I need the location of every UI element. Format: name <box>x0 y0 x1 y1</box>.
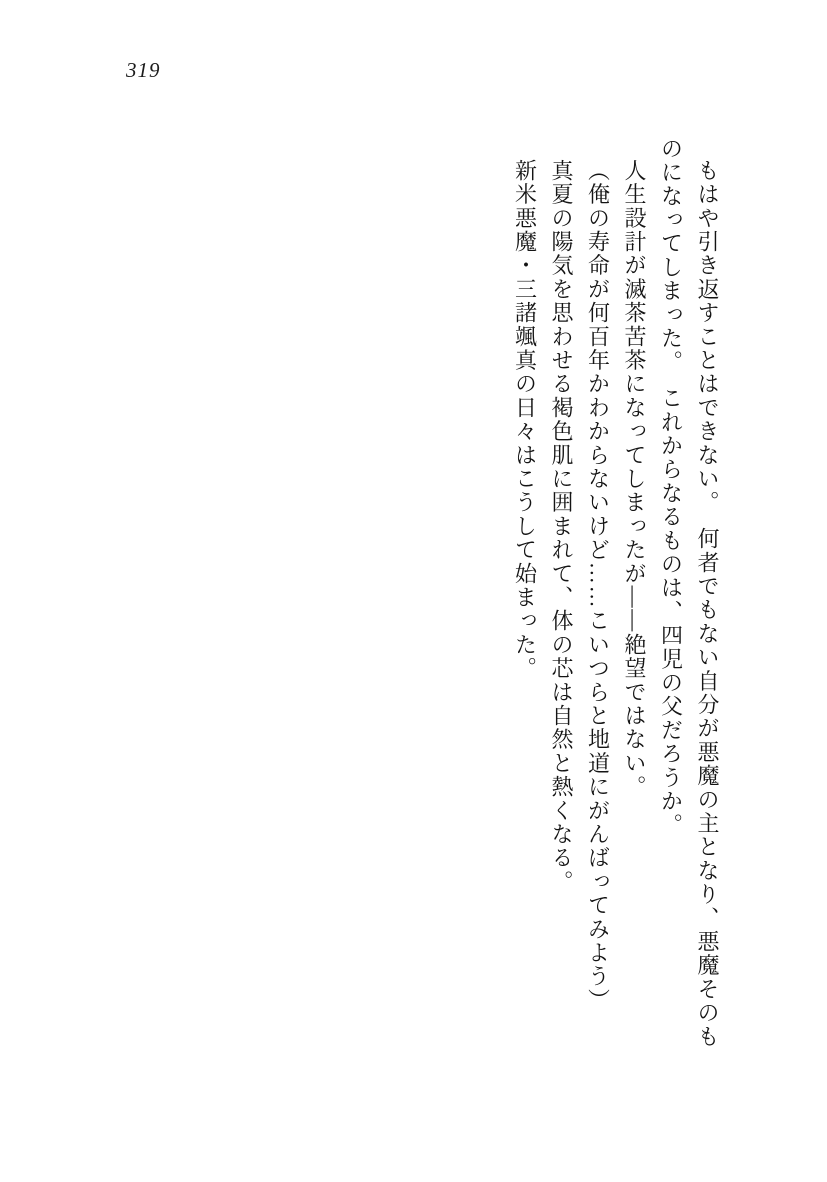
page-number: 319 <box>126 58 161 82</box>
paragraph-1: もはや引き返すことはできない。 何者でもない自分が悪魔の主となり、悪魔そのものになってしまった。 これからなるものは、四児の父だろうか。 <box>658 137 720 1049</box>
paragraph-5: 新米悪魔・三諸颯真の日々はこうして始まった。 <box>512 159 538 681</box>
paragraph-2: 人生設計が滅茶苦茶になってしまったが――絶望ではない。 <box>622 159 647 799</box>
paragraph-3: （俺の寿命が何百年かわからないけど……こいつらと地道にがんばってみよう） <box>585 159 611 1013</box>
paragraph-4: 真夏の陽気を思わせる褐色肌に囲まれて、体の芯は自然と熱くなる。 <box>549 159 574 894</box>
body-text-block <box>506 137 725 1062</box>
